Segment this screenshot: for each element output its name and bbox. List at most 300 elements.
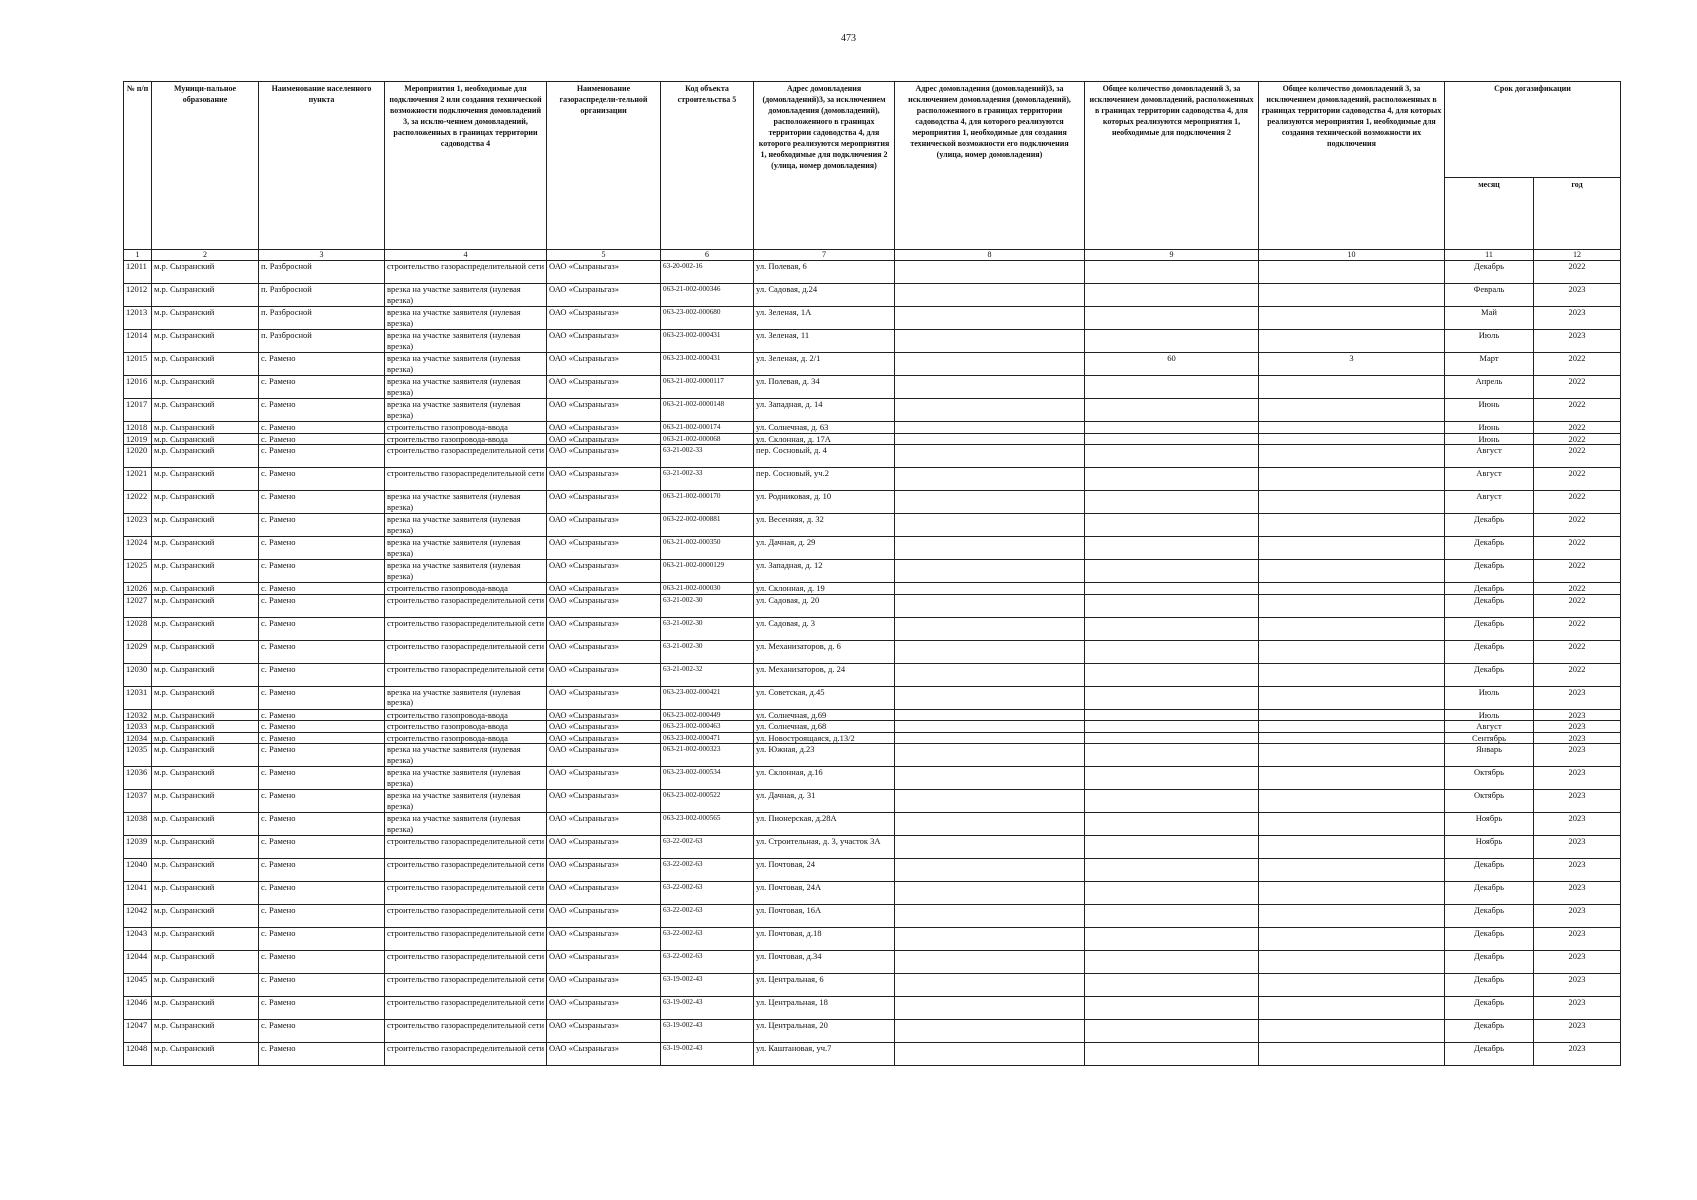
count-connection-cell [1085,836,1259,859]
address-tech-cell [895,514,1085,537]
municipality-cell: м.р. Сызранский [152,859,259,882]
municipality-cell: м.р. Сызранский [152,709,259,721]
count-tech-cell [1259,617,1445,640]
object-code-cell: 63-19-002-43 [661,974,754,997]
year-cell: 2022 [1534,583,1621,595]
month-cell: Октябрь [1445,767,1534,790]
gas-org-cell: ОАО «Сызраньгаз» [547,445,661,468]
month-cell: Июнь [1445,399,1534,422]
table-row [124,767,1621,790]
municipality-cell: м.р. Сызранский [152,928,259,951]
year-cell: 2022 [1534,399,1621,422]
table-row [124,399,1621,422]
municipality-cell: м.р. Сызранский [152,882,259,905]
municipality-cell: м.р. Сызранский [152,790,259,813]
object-code-cell: 063-23-002-000449 [661,709,754,721]
address-tech-cell [895,767,1085,790]
address-tech-cell [895,997,1085,1020]
row-number-cell: 12046 [124,997,152,1020]
year-cell: 2023 [1534,767,1621,790]
year-cell: 2023 [1534,1020,1621,1043]
count-tech-cell [1259,468,1445,491]
gas-org-cell: ОАО «Сызраньгаз» [547,537,661,560]
row-number-cell: 12031 [124,686,152,709]
row-number-cell: 12013 [124,307,152,330]
gas-org-cell: ОАО «Сызраньгаз» [547,928,661,951]
object-code-cell: 063-21-002-0000148 [661,399,754,422]
municipality-cell: м.р. Сызранский [152,686,259,709]
gas-org-cell: ОАО «Сызраньгаз» [547,583,661,595]
object-code-cell: 063-23-002-000463 [661,721,754,733]
municipality-cell: м.р. Сызранский [152,560,259,583]
table-row [124,594,1621,617]
address-cell: ул. Дачная, д. 31 [754,790,895,813]
municipality-cell: м.р. Сызранский [152,445,259,468]
count-tech-cell [1259,433,1445,445]
year-cell: 2022 [1534,491,1621,514]
address-tech-cell [895,537,1085,560]
address-cell: ул. Садовая, д. 3 [754,617,895,640]
count-connection-cell [1085,1043,1259,1066]
address-tech-cell [895,284,1085,307]
gas-org-cell: ОАО «Сызраньгаз» [547,744,661,767]
municipality-cell: м.р. Сызранский [152,974,259,997]
object-code-cell: 063-23-002-000680 [661,307,754,330]
gas-org-cell: ОАО «Сызраньгаз» [547,491,661,514]
table-row [124,376,1621,399]
measure-cell: строительство газораспределительной сети [385,640,547,663]
count-tech-cell [1259,813,1445,836]
month-cell: Январь [1445,744,1534,767]
municipality-cell: м.р. Сызранский [152,514,259,537]
count-connection-cell [1085,583,1259,595]
address-tech-cell [895,445,1085,468]
municipality-cell: м.р. Сызранский [152,767,259,790]
column-number: 7 [754,250,895,261]
count-connection-cell [1085,974,1259,997]
count-tech-cell [1259,261,1445,284]
address-tech-cell [895,468,1085,491]
year-cell: 2023 [1534,709,1621,721]
month-cell: Июль [1445,686,1534,709]
page-number: 473 [841,33,856,44]
count-connection-cell [1085,537,1259,560]
gas-org-cell: ОАО «Сызраньгаз» [547,376,661,399]
settlement-cell: с. Рамено [259,617,385,640]
row-number-cell: 12034 [124,732,152,744]
row-number-cell: 12047 [124,1020,152,1043]
gas-org-cell: ОАО «Сызраньгаз» [547,1020,661,1043]
address-cell: ул. Западная, д. 12 [754,560,895,583]
count-connection-cell [1085,445,1259,468]
gas-org-cell: ОАО «Сызраньгаз» [547,974,661,997]
address-cell: ул. Зеленая, 1А [754,307,895,330]
measure-cell: врезка на участке заявителя (нулевая врезка) [385,560,547,583]
address-cell: ул. Зеленая, 11 [754,330,895,353]
object-code-cell: 63-22-002-63 [661,859,754,882]
address-tech-cell [895,376,1085,399]
municipality-cell: м.р. Сызранский [152,663,259,686]
count-tech-cell [1259,721,1445,733]
address-cell: ул. Почтовая, 24А [754,882,895,905]
count-connection-cell [1085,709,1259,721]
measure-cell: строительство газораспределительной сети [385,594,547,617]
settlement-cell: с. Рамено [259,1043,385,1066]
year-cell: 2023 [1534,882,1621,905]
table-row [124,790,1621,813]
row-number-cell: 12021 [124,468,152,491]
count-connection-cell [1085,905,1259,928]
count-tech-cell [1259,663,1445,686]
gas-org-cell: ОАО «Сызраньгаз» [547,663,661,686]
row-number-cell: 12026 [124,583,152,595]
address-tech-cell [895,928,1085,951]
object-code-cell: 63-21-002-30 [661,594,754,617]
month-cell: Декабрь [1445,594,1534,617]
header-year: год [1534,178,1621,250]
settlement-cell: с. Рамено [259,721,385,733]
settlement-cell: с. Рамено [259,353,385,376]
count-connection-cell [1085,376,1259,399]
address-tech-cell [895,617,1085,640]
measure-cell: строительство газораспределительной сети [385,468,547,491]
gas-org-cell: ОАО «Сызраньгаз» [547,836,661,859]
municipality-cell: м.р. Сызранский [152,307,259,330]
month-cell: Август [1445,468,1534,491]
address-tech-cell [895,836,1085,859]
address-tech-cell [895,813,1085,836]
table-row [124,928,1621,951]
gas-org-cell: ОАО «Сызраньгаз» [547,732,661,744]
measure-cell: врезка на участке заявителя (нулевая врезка) [385,353,547,376]
settlement-cell: с. Рамено [259,422,385,434]
address-cell: ул. Советская, д.45 [754,686,895,709]
count-tech-cell: 3 [1259,353,1445,376]
count-connection-cell [1085,594,1259,617]
table-row [124,307,1621,330]
gas-org-cell: ОАО «Сызраньгаз» [547,433,661,445]
table-row [124,721,1621,733]
column-number: 10 [1259,250,1445,261]
settlement-cell: с. Рамено [259,583,385,595]
municipality-cell: м.р. Сызранский [152,284,259,307]
address-tech-cell [895,307,1085,330]
address-cell: ул. Центральная, 20 [754,1020,895,1043]
settlement-cell: с. Рамено [259,433,385,445]
address-cell: ул. Склонная, д.16 [754,767,895,790]
column-number: 9 [1085,250,1259,261]
table-row [124,732,1621,744]
row-number-cell: 12022 [124,491,152,514]
measure-cell: врезка на участке заявителя (нулевая врезка) [385,537,547,560]
month-cell: Февраль [1445,284,1534,307]
measure-cell: строительство газораспределительной сети [385,928,547,951]
count-tech-cell [1259,491,1445,514]
month-cell: Декабрь [1445,640,1534,663]
municipality-cell: м.р. Сызранский [152,399,259,422]
address-cell: ул. Солнечная, д.69 [754,709,895,721]
object-code-cell: 063-21-002-0000117 [661,376,754,399]
row-number-cell: 12045 [124,974,152,997]
settlement-cell: с. Рамено [259,468,385,491]
measure-cell: строительство газораспределительной сети [385,859,547,882]
table-row [124,974,1621,997]
object-code-cell: 63-21-002-30 [661,617,754,640]
table-row [124,951,1621,974]
count-tech-cell [1259,640,1445,663]
object-code-cell: 63-22-002-63 [661,882,754,905]
count-connection-cell [1085,514,1259,537]
measure-cell: врезка на участке заявителя (нулевая врезка) [385,376,547,399]
year-cell: 2022 [1534,433,1621,445]
count-tech-cell [1259,744,1445,767]
gas-org-cell: ОАО «Сызраньгаз» [547,468,661,491]
row-number-cell: 12040 [124,859,152,882]
year-cell: 2022 [1534,353,1621,376]
year-cell: 2023 [1534,330,1621,353]
year-cell: 2022 [1534,663,1621,686]
gas-org-cell: ОАО «Сызраньгаз» [547,640,661,663]
year-cell: 2023 [1534,905,1621,928]
measure-cell: строительство газопровода-ввода [385,709,547,721]
month-cell: Ноябрь [1445,836,1534,859]
table-row [124,422,1621,434]
count-tech-cell [1259,859,1445,882]
gas-org-cell: ОАО «Сызраньгаз» [547,514,661,537]
column-number: 6 [661,250,754,261]
count-connection-cell [1085,468,1259,491]
row-number-cell: 12015 [124,353,152,376]
table-row [124,997,1621,1020]
address-cell: ул. Каштановая, уч.7 [754,1043,895,1066]
row-number-cell: 12023 [124,514,152,537]
municipality-cell: м.р. Сызранский [152,997,259,1020]
month-cell: Декабрь [1445,997,1534,1020]
year-cell: 2022 [1534,560,1621,583]
year-cell: 2023 [1534,721,1621,733]
gas-org-cell: ОАО «Сызраньгаз» [547,307,661,330]
measure-cell: строительство газораспределительной сети [385,1020,547,1043]
object-code-cell: 063-23-002-000421 [661,686,754,709]
count-tech-cell [1259,537,1445,560]
settlement-cell: с. Рамено [259,859,385,882]
table-row [124,330,1621,353]
municipality-cell: м.р. Сызранский [152,951,259,974]
address-tech-cell [895,663,1085,686]
address-cell: ул. Родниковая, д. 10 [754,491,895,514]
gas-org-cell: ОАО «Сызраньгаз» [547,1043,661,1066]
gas-org-cell: ОАО «Сызраньгаз» [547,284,661,307]
measure-cell: строительство газораспределительной сети [385,663,547,686]
address-cell: ул. Механизаторов, д. 24 [754,663,895,686]
column-number: 11 [1445,250,1534,261]
year-cell: 2022 [1534,617,1621,640]
address-cell: ул. Центральная, 18 [754,997,895,1020]
settlement-cell: с. Рамено [259,594,385,617]
object-code-cell: 063-21-002-000030 [661,583,754,595]
settlement-cell: с. Рамено [259,767,385,790]
count-tech-cell [1259,594,1445,617]
month-cell: Декабрь [1445,537,1534,560]
settlement-cell: с. Рамено [259,376,385,399]
header-settlement: Наименование населенного пункта [259,82,385,250]
gas-org-cell: ОАО «Сызраньгаз» [547,709,661,721]
row-number-cell: 12027 [124,594,152,617]
gas-org-cell: ОАО «Сызраньгаз» [547,686,661,709]
address-tech-cell [895,859,1085,882]
month-cell: Апрель [1445,376,1534,399]
count-connection-cell [1085,433,1259,445]
row-number-cell: 12041 [124,882,152,905]
measure-cell: строительство газопровода-ввода [385,721,547,733]
count-connection-cell [1085,732,1259,744]
settlement-cell: с. Рамено [259,836,385,859]
municipality-cell: м.р. Сызранский [152,594,259,617]
settlement-cell: с. Рамено [259,537,385,560]
object-code-cell: 063-22-002-000881 [661,514,754,537]
address-cell: ул. Почтовая, д.34 [754,951,895,974]
count-tech-cell [1259,709,1445,721]
address-tech-cell [895,594,1085,617]
count-tech-cell [1259,974,1445,997]
count-connection-cell [1085,422,1259,434]
year-cell: 2022 [1534,376,1621,399]
count-connection-cell [1085,744,1259,767]
address-tech-cell [895,353,1085,376]
address-cell: ул. Солнечная, д. 63 [754,422,895,434]
table-row [124,640,1621,663]
month-cell: Май [1445,307,1534,330]
object-code-cell: 63-20-002-16 [661,261,754,284]
header-count-connection: Общее количество домовладений 3, за исключением домовладений, расположенных в границах территории садоводства 4, для которых реализуются мероприятия 1, необходимые для подключения 2 [1085,82,1259,250]
count-tech-cell [1259,882,1445,905]
address-tech-cell [895,905,1085,928]
count-tech-cell [1259,1020,1445,1043]
measure-cell: врезка на участке заявителя (нулевая врезка) [385,744,547,767]
count-connection-cell [1085,663,1259,686]
count-tech-cell [1259,1043,1445,1066]
address-cell: ул. Солнечная, д.68 [754,721,895,733]
count-tech-cell [1259,686,1445,709]
month-cell: Декабрь [1445,617,1534,640]
settlement-cell: с. Рамено [259,491,385,514]
count-connection-cell [1085,617,1259,640]
month-cell: Декабрь [1445,663,1534,686]
table-row [124,560,1621,583]
address-cell: ул. Склонная, д. 19 [754,583,895,595]
year-cell: 2022 [1534,468,1621,491]
gas-org-cell: ОАО «Сызраньгаз» [547,905,661,928]
row-number-cell: 12033 [124,721,152,733]
table-row [124,882,1621,905]
year-cell: 2023 [1534,813,1621,836]
object-code-cell: 063-21-002-000174 [661,422,754,434]
row-number-cell: 12028 [124,617,152,640]
measure-cell: строительство газораспределительной сети [385,951,547,974]
table-row [124,686,1621,709]
measure-cell: врезка на участке заявителя (нулевая врезка) [385,686,547,709]
header-measures: Мероприятия 1, необходимые для подключения 2 или создания технической возможности подключения домовладений 3, за исклю-чением домовладений, расположенных в границах территории садоводства 4 [385,82,547,250]
municipality-cell: м.р. Сызранский [152,1020,259,1043]
settlement-cell: с. Рамено [259,951,385,974]
column-number: 1 [124,250,152,261]
address-cell: пер. Сосновый, д. 4 [754,445,895,468]
settlement-cell: с. Рамено [259,399,385,422]
gas-org-cell: ОАО «Сызраньгаз» [547,594,661,617]
row-number-cell: 12029 [124,640,152,663]
address-cell: ул. Строительная, д. 3, участок 3А [754,836,895,859]
year-cell: 2023 [1534,928,1621,951]
count-tech-cell [1259,514,1445,537]
municipality-cell: м.р. Сызранский [152,537,259,560]
municipality-cell: м.р. Сызранский [152,813,259,836]
count-connection-cell [1085,640,1259,663]
municipality-cell: м.р. Сызранский [152,836,259,859]
month-cell: Декабрь [1445,928,1534,951]
table-header [124,82,1621,261]
column-number: 8 [895,250,1085,261]
address-tech-cell [895,583,1085,595]
year-cell: 2022 [1534,537,1621,560]
settlement-cell: с. Рамено [259,974,385,997]
header-address-tech: Адрес домовладения (домовладений)3, за исключением домовладения (домовладений), расположенного в границах территории садоводства 4, для которого реализуются мероприятия 1, необходимые для создания технической возможности его подключения (улица, номер домовладения) [895,82,1085,250]
month-cell: Декабрь [1445,1043,1534,1066]
row-number-cell: 12011 [124,261,152,284]
header-gas-org: Наименование газораспредели-тельной организации [547,82,661,250]
settlement-cell: с. Рамено [259,744,385,767]
row-number-cell: 12032 [124,709,152,721]
table-row [124,583,1621,595]
address-cell: ул. Механизаторов, д. 6 [754,640,895,663]
object-code-cell: 63-21-002-33 [661,468,754,491]
gasification-table [123,81,1621,1066]
measure-cell: строительство газораспределительной сети [385,261,547,284]
year-cell: 2023 [1534,686,1621,709]
municipality-cell: м.р. Сызранский [152,330,259,353]
address-tech-cell [895,640,1085,663]
row-number-cell: 12018 [124,422,152,434]
count-connection-cell [1085,790,1259,813]
address-cell: ул. Южная, д.23 [754,744,895,767]
row-number-cell: 12037 [124,790,152,813]
count-tech-cell [1259,583,1445,595]
address-cell: ул. Почтовая, 16А [754,905,895,928]
object-code-cell: 063-23-002-000471 [661,732,754,744]
month-cell: Июль [1445,330,1534,353]
settlement-cell: п. Разбросной [259,261,385,284]
year-cell: 2023 [1534,974,1621,997]
year-cell: 2022 [1534,594,1621,617]
settlement-cell: с. Рамено [259,560,385,583]
address-tech-cell [895,732,1085,744]
object-code-cell: 63-22-002-63 [661,836,754,859]
settlement-cell: п. Разбросной [259,307,385,330]
municipality-cell: м.р. Сызранский [152,353,259,376]
municipality-cell: м.р. Сызранский [152,640,259,663]
settlement-cell: с. Рамено [259,905,385,928]
address-cell: ул. Садовая, д. 20 [754,594,895,617]
count-connection-cell [1085,330,1259,353]
gas-org-cell: ОАО «Сызраньгаз» [547,813,661,836]
municipality-cell: м.р. Сызранский [152,261,259,284]
count-tech-cell [1259,284,1445,307]
address-cell: ул. Центральная, 6 [754,974,895,997]
address-tech-cell [895,974,1085,997]
table-row [124,537,1621,560]
address-cell: ул. Пионерская, д.28А [754,813,895,836]
count-tech-cell [1259,928,1445,951]
gas-org-cell: ОАО «Сызраньгаз» [547,997,661,1020]
